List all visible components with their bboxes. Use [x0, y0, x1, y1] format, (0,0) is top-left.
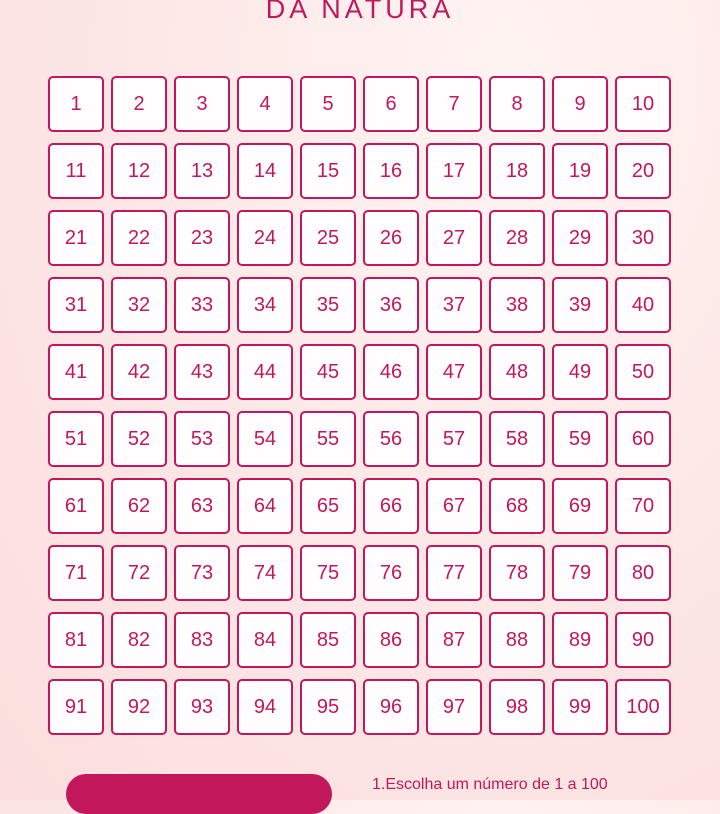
number-cell[interactable]: 81 [48, 612, 104, 668]
number-cell[interactable]: 14 [237, 143, 293, 199]
number-cell[interactable]: 39 [552, 277, 608, 333]
number-cell[interactable]: 51 [48, 411, 104, 467]
number-cell[interactable]: 38 [489, 277, 545, 333]
number-cell[interactable]: 16 [363, 143, 419, 199]
number-cell[interactable]: 80 [615, 545, 671, 601]
number-cell[interactable]: 85 [300, 612, 356, 668]
number-cell[interactable]: 47 [426, 344, 482, 400]
number-cell[interactable]: 97 [426, 679, 482, 735]
number-cell[interactable]: 99 [552, 679, 608, 735]
number-cell[interactable]: 78 [489, 545, 545, 601]
number-cell[interactable]: 98 [489, 679, 545, 735]
number-cell[interactable]: 72 [111, 545, 167, 601]
number-grid [48, 76, 672, 735]
number-cell[interactable]: 32 [111, 277, 167, 333]
number-cell[interactable]: 64 [237, 478, 293, 534]
number-cell[interactable]: 88 [489, 612, 545, 668]
number-cell[interactable]: 58 [489, 411, 545, 467]
number-cell[interactable]: 83 [174, 612, 230, 668]
number-cell[interactable]: 62 [111, 478, 167, 534]
number-cell[interactable]: 12 [111, 143, 167, 199]
number-cell[interactable]: 65 [300, 478, 356, 534]
number-cell[interactable]: 55 [300, 411, 356, 467]
number-cell[interactable]: 19 [552, 143, 608, 199]
number-cell[interactable]: 66 [363, 478, 419, 534]
number-cell[interactable]: 5 [300, 76, 356, 132]
number-cell[interactable]: 61 [48, 478, 104, 534]
number-cell[interactable]: 36 [363, 277, 419, 333]
number-cell[interactable]: 50 [615, 344, 671, 400]
number-cell[interactable]: 7 [426, 76, 482, 132]
number-cell[interactable]: 93 [174, 679, 230, 735]
footer-bar [0, 770, 720, 800]
number-cell[interactable]: 82 [111, 612, 167, 668]
number-cell[interactable]: 40 [615, 277, 671, 333]
number-cell[interactable]: 28 [489, 210, 545, 266]
number-cell[interactable]: 73 [174, 545, 230, 601]
number-cell[interactable]: 8 [489, 76, 545, 132]
number-cell[interactable]: 27 [426, 210, 482, 266]
number-cell[interactable]: 89 [552, 612, 608, 668]
number-cell[interactable]: 35 [300, 277, 356, 333]
number-cell[interactable]: 67 [426, 478, 482, 534]
number-cell[interactable]: 25 [300, 210, 356, 266]
number-cell[interactable]: 21 [48, 210, 104, 266]
number-cell[interactable]: 34 [237, 277, 293, 333]
number-cell[interactable]: 96 [363, 679, 419, 735]
number-cell[interactable]: 6 [363, 76, 419, 132]
number-cell[interactable]: 44 [237, 344, 293, 400]
number-cell[interactable]: 74 [237, 545, 293, 601]
number-cell[interactable]: 75 [300, 545, 356, 601]
number-cell[interactable]: 52 [111, 411, 167, 467]
number-cell[interactable]: 76 [363, 545, 419, 601]
number-cell[interactable]: 11 [48, 143, 104, 199]
number-cell[interactable]: 30 [615, 210, 671, 266]
number-cell[interactable]: 41 [48, 344, 104, 400]
number-cell[interactable]: 13 [174, 143, 230, 199]
number-cell[interactable]: 22 [111, 210, 167, 266]
number-cell[interactable]: 57 [426, 411, 482, 467]
number-cell[interactable]: 20 [615, 143, 671, 199]
number-cell[interactable]: 92 [111, 679, 167, 735]
number-cell[interactable]: 60 [615, 411, 671, 467]
number-cell[interactable]: 95 [300, 679, 356, 735]
page-title: DA NATURA [265, 0, 455, 24]
instruction-text: 1.Escolha um número de 1 a 100 [372, 776, 608, 793]
number-cell[interactable]: 87 [426, 612, 482, 668]
number-cell[interactable]: 23 [174, 210, 230, 266]
number-cell[interactable]: 59 [552, 411, 608, 467]
number-cell[interactable]: 90 [615, 612, 671, 668]
number-cell[interactable]: 94 [237, 679, 293, 735]
number-cell[interactable]: 69 [552, 478, 608, 534]
number-cell[interactable]: 48 [489, 344, 545, 400]
number-cell[interactable]: 26 [363, 210, 419, 266]
number-cell[interactable]: 9 [552, 76, 608, 132]
number-cell[interactable]: 45 [300, 344, 356, 400]
number-cell[interactable]: 49 [552, 344, 608, 400]
number-cell[interactable]: 15 [300, 143, 356, 199]
number-cell[interactable]: 70 [615, 478, 671, 534]
number-cell[interactable]: 54 [237, 411, 293, 467]
number-cell[interactable]: 1 [48, 76, 104, 132]
number-cell[interactable]: 18 [489, 143, 545, 199]
number-cell[interactable]: 2 [111, 76, 167, 132]
number-cell[interactable]: 46 [363, 344, 419, 400]
number-cell[interactable]: 100 [615, 679, 671, 735]
number-cell[interactable]: 91 [48, 679, 104, 735]
primary-cta-button[interactable] [66, 774, 332, 814]
number-cell[interactable]: 24 [237, 210, 293, 266]
number-cell[interactable]: 3 [174, 76, 230, 132]
number-cell[interactable]: 86 [363, 612, 419, 668]
number-cell[interactable]: 43 [174, 344, 230, 400]
number-cell[interactable]: 4 [237, 76, 293, 132]
number-cell[interactable]: 56 [363, 411, 419, 467]
number-cell[interactable]: 71 [48, 545, 104, 601]
number-cell[interactable]: 53 [174, 411, 230, 467]
number-cell[interactable]: 63 [174, 478, 230, 534]
number-cell[interactable]: 10 [615, 76, 671, 132]
number-cell[interactable]: 77 [426, 545, 482, 601]
number-cell[interactable]: 79 [552, 545, 608, 601]
number-cell[interactable]: 33 [174, 277, 230, 333]
number-cell[interactable]: 17 [426, 143, 482, 199]
number-cell[interactable]: 68 [489, 478, 545, 534]
number-cell[interactable]: 29 [552, 210, 608, 266]
number-cell[interactable]: 42 [111, 344, 167, 400]
number-cell[interactable]: 31 [48, 277, 104, 333]
number-cell[interactable]: 84 [237, 612, 293, 668]
number-cell[interactable]: 37 [426, 277, 482, 333]
